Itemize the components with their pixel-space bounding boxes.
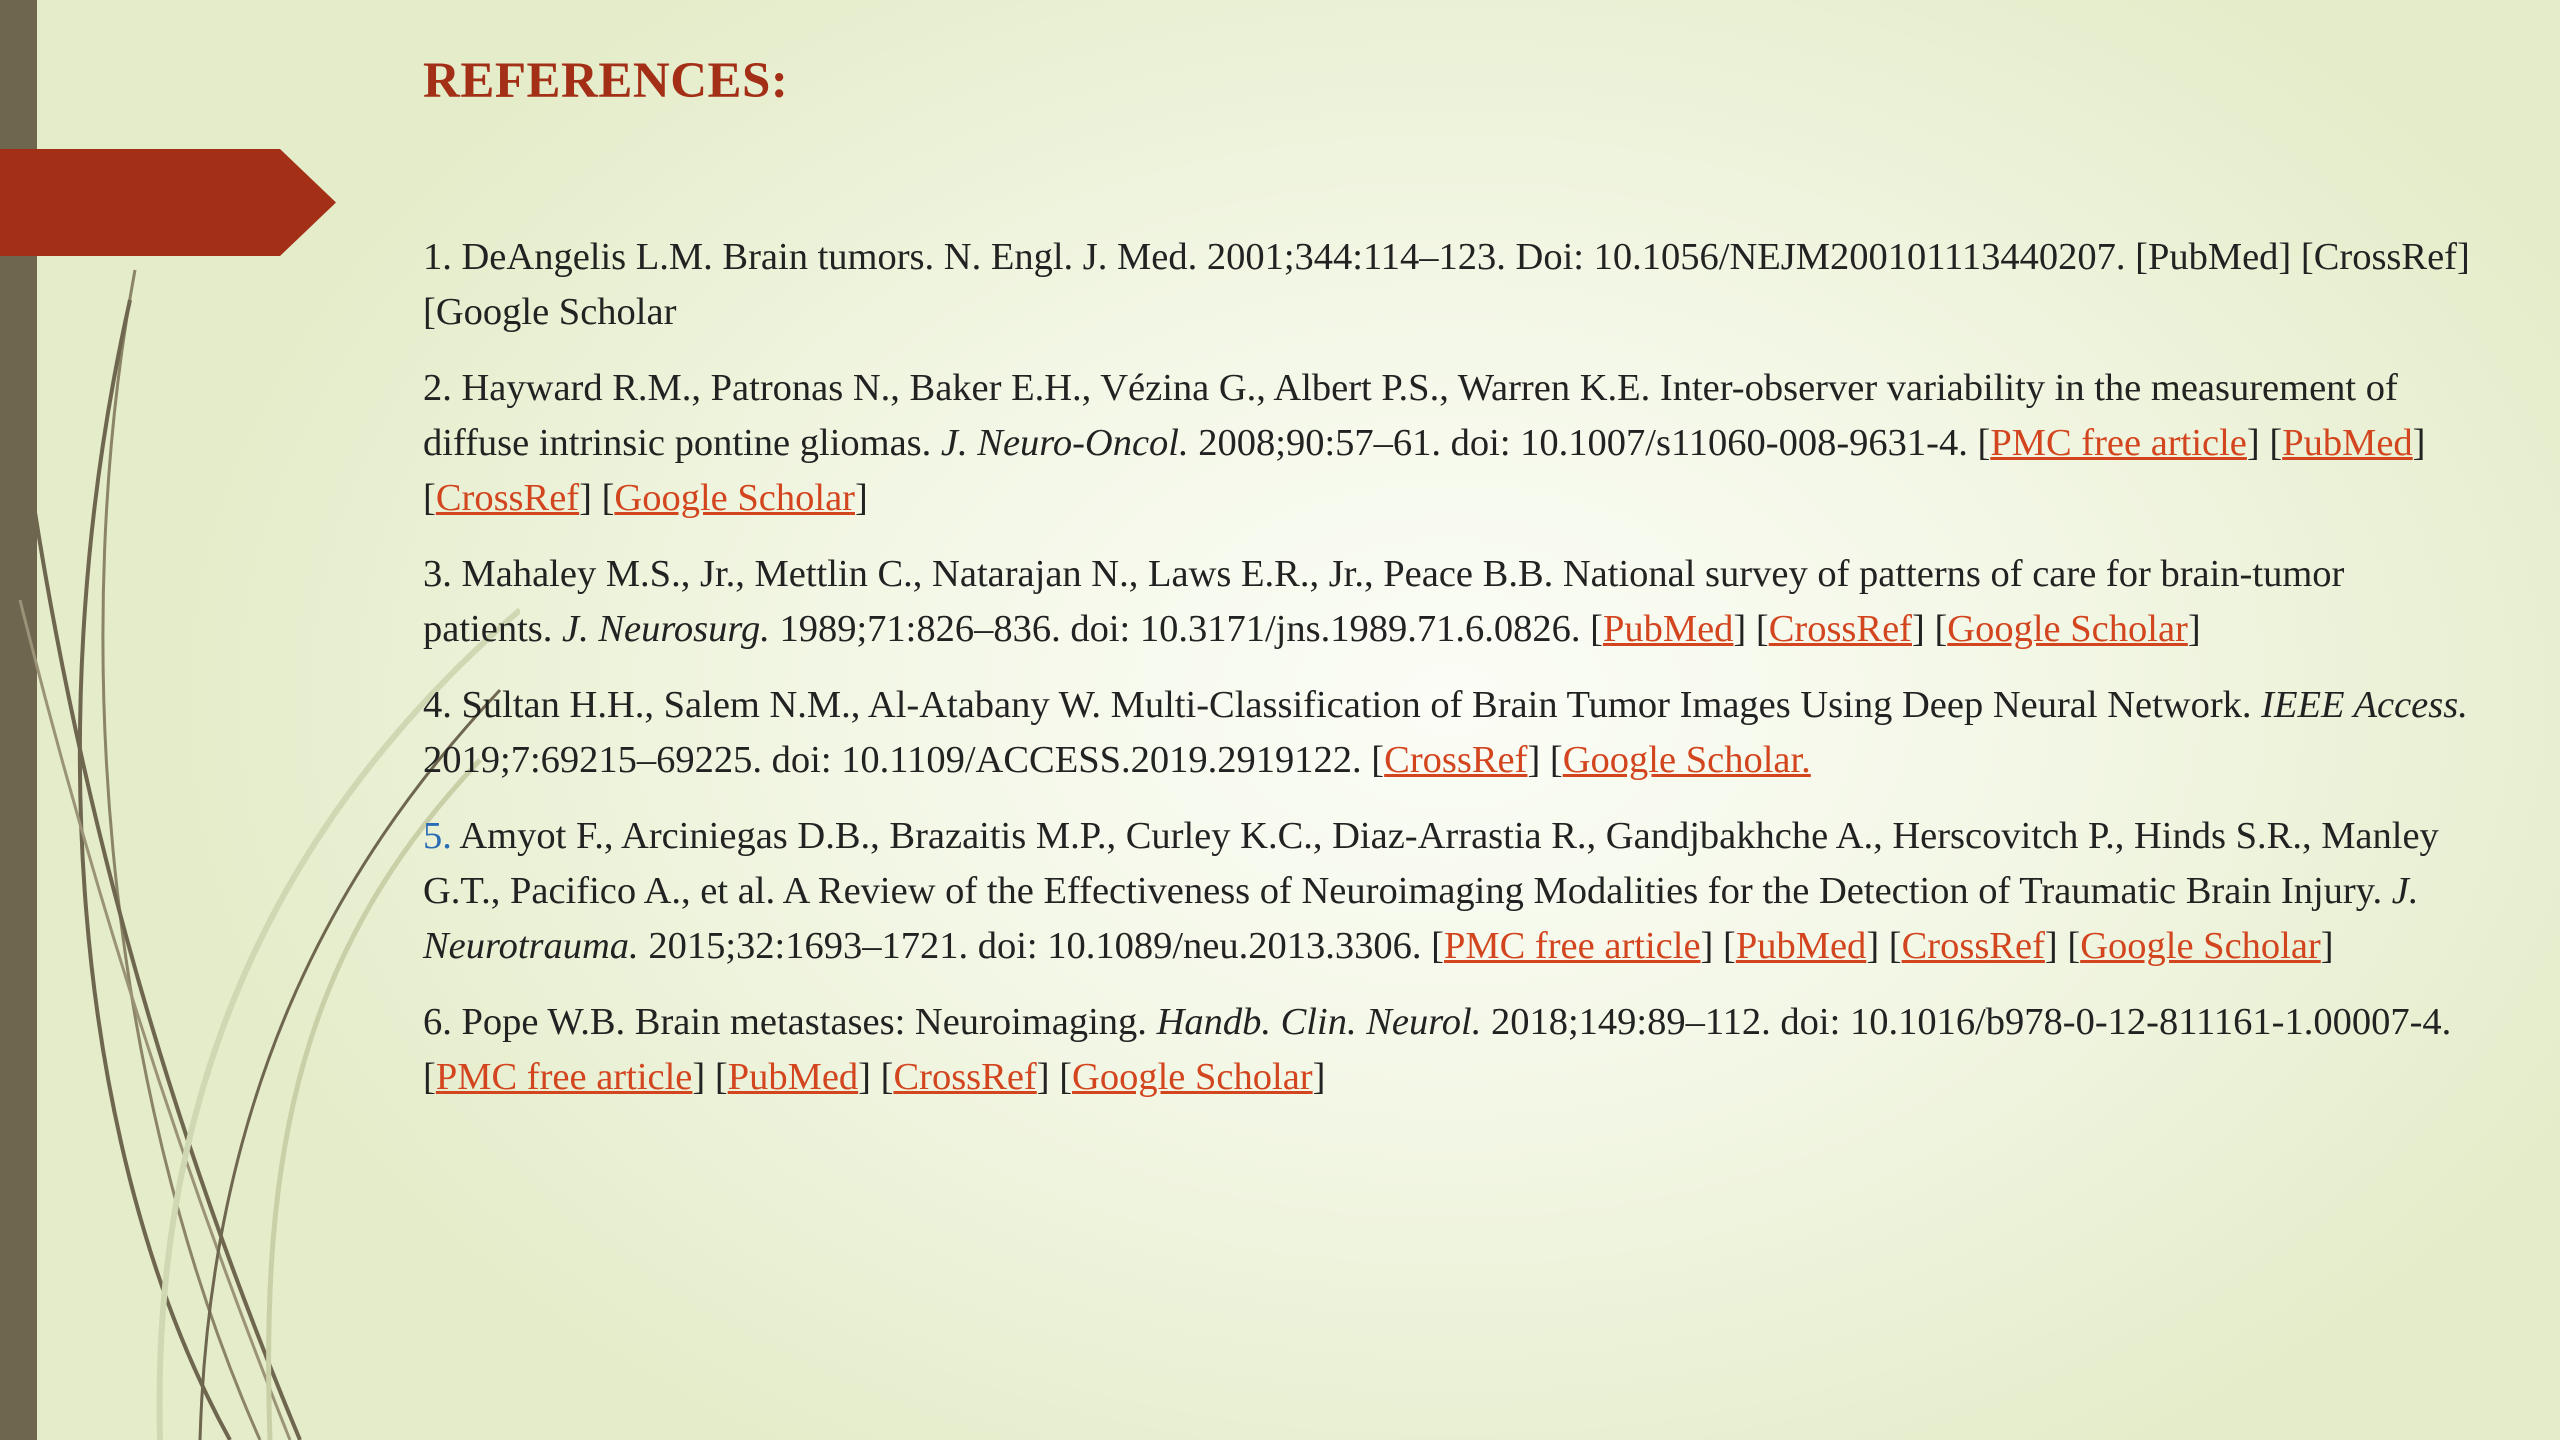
pubmed-link[interactable]: PubMed (2282, 422, 2413, 464)
pubmed-link[interactable]: PubMed (1735, 925, 1867, 967)
journal-name: J. Neuro-Oncol. (940, 422, 1189, 464)
google-scholar-link[interactable]: Google Scholar (614, 477, 855, 519)
crossref-link[interactable]: CrossRef (435, 477, 580, 519)
crossref-link[interactable]: CrossRef (893, 1056, 1037, 1098)
reference-number: 6. (423, 1001, 452, 1043)
pmc-free-article-link[interactable]: PMC free article (435, 1056, 693, 1098)
reference-text: 2015;32:1693–1721. doi: 10.1089/neu.2013.3306. [ (638, 925, 1444, 967)
reference-number: 2. (423, 367, 452, 409)
pmc-free-article-link[interactable]: PMC free article (1990, 422, 2247, 464)
pubmed-link[interactable]: PubMed (1602, 608, 1734, 650)
reference-text: Sultan H.H., Salem N.M., Al-Atabany W. Multi-Classification of Brain Tumor Images Using Deep Neural Network. (461, 684, 2262, 726)
google-scholar-link[interactable]: Google Scholar (2080, 925, 2321, 967)
journal-name: IEEE Access. (2261, 684, 2468, 726)
journal-name: J. Neurotrauma. (423, 870, 2419, 967)
reference-text: 2018;149:89–112. doi: 10.1016/b978-0-12-811161-1.00007-4. [ (423, 1001, 2452, 1098)
reference-text: Pope W.B. Brain metastases: Neuroimaging. (461, 1001, 1157, 1043)
crossref-link[interactable]: CrossRef (1384, 739, 1528, 781)
reference-text: Mahaley M.S., Jr., Mettlin C., Natarajan N., Laws E.R., Jr., Peace B.B. National survey of patterns of care for brain-tumor patients. (423, 553, 2345, 650)
reference-number: 3. (423, 553, 452, 595)
reference-item: 2. Hayward R.M., Patronas N., Baker E.H., Vézina G., Albert P.S., Warren K.E. Inter-observer variability in the measurement of diffuse intrinsic pontine gliomas. J. Neuro-Oncol. 2008;90:57–61. doi: 10.1007/s11060-008-9631-4. [PMC free article] [PubMed] [CrossRef] [Google Scholar] (423, 367, 2426, 519)
reference-text: 2019;7:69215–69225. doi: 10.1109/ACCESS.2019.2919122. [ (423, 739, 1385, 781)
accent-arrow (0, 149, 336, 256)
google-scholar-link[interactable]: Google Scholar (1072, 1056, 1313, 1098)
reference-number: 5. (423, 815, 452, 857)
journal-name: Handb. Clin. Neurol. (1156, 1001, 1482, 1043)
google-scholar-link[interactable]: Google Scholar (1947, 608, 2188, 650)
reference-number: 4. (423, 684, 452, 726)
reference-text: 2008;90:57–61. doi: 10.1007/s11060-008-9631-4. [ (1188, 422, 1991, 464)
reference-text: 1989;71:826–836. doi: 10.3171/jns.1989.71.6.0826. [ (769, 608, 1603, 650)
page-title: REFERENCES: (423, 53, 789, 109)
reference-text: Amyot F., Arciniegas D.B., Brazaitis M.P., Curley K.C., Diaz-Arrastia R., Gandjbakhche A., Herscovitch P., Hinds S.R., Manley G.T., Pacifico A., et al. A Review of the Effectiveness of Neuroimaging Modalities for the Detection of Traumatic Brain Injury. (423, 815, 2439, 912)
reference-text: Hayward R.M., Patronas N., Baker E.H., Vézina G., Albert P.S., Warren K.E. Inter-observer variability in the measurement of diffuse intrinsic pontine gliomas. (423, 367, 2398, 464)
journal-name: J. Neurosurg. (562, 608, 770, 650)
google-scholar-link[interactable]: Google Scholar. (1562, 739, 1811, 781)
pmc-free-article-link[interactable]: PMC free article (1443, 925, 1701, 967)
reference-item: 4. Sultan H.H., Salem N.M., Al-Atabany W. Multi-Classification of Brain Tumor Images Using Deep Neural Network. IEEE Access. 2019;7:69215–69225. doi: 10.1109/ACCESS.2019.2919122. [CrossRef] [Google Scholar. (423, 684, 2468, 781)
references-list (423, 230, 2483, 1126)
reference-item: 5. Amyot F., Arciniegas D.B., Brazaitis M.P., Curley K.C., Diaz-Arrastia R., Gandjbakhche A., Herscovitch P., Hinds S.R., Manley G.T., Pacifico A., et al. A Review of the Effectiveness of Neuroimaging Modalities for the Detection of Traumatic Brain Injury. J. Neurotrauma. 2015;32:1693–1721. doi: 10.1089/neu.2013.3306. [PMC free article] [PubMed] [CrossRef] [Google Scholar] (423, 815, 2439, 967)
reference-item: 3. Mahaley M.S., Jr., Mettlin C., Natarajan N., Laws E.R., Jr., Peace B.B. National survey of patterns of care for brain-tumor patients. J. Neurosurg. 1989;71:826–836. doi: 10.3171/jns.1989.71.6.0826. [PubMed] [CrossRef] [Google Scholar] (423, 553, 2345, 650)
reference-text: DeAngelis L.M. Brain tumors. N. Engl. J. Med. 2001;344:114–123. Doi: 10.1056/NEJM200101113440207. [PubMed] [CrossRef] [Google Scholar (423, 236, 2470, 333)
pubmed-link[interactable]: PubMed (727, 1056, 859, 1098)
crossref-link[interactable]: CrossRef (1901, 925, 2045, 967)
reference-item (423, 230, 2483, 340)
crossref-link[interactable]: CrossRef (1768, 608, 1913, 650)
reference-number: 1. (423, 236, 452, 278)
reference-item: 6. Pope W.B. Brain metastases: Neuroimaging. Handb. Clin. Neurol. 2018;149:89–112. doi: 10.1016/b978-0-12-811161-1.00007-4. [PMC free article] [PubMed] [CrossRef] [Google Scholar] (423, 1001, 2452, 1098)
